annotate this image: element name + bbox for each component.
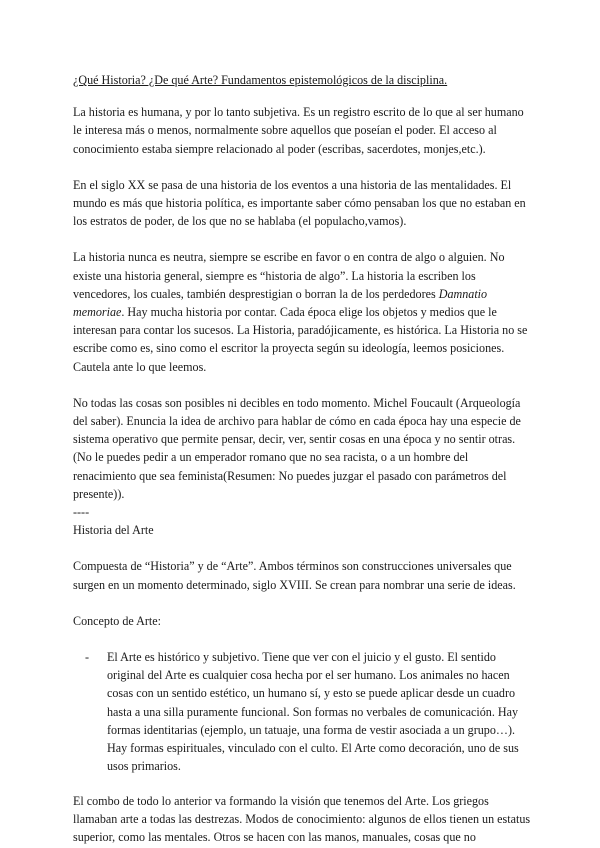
paragraph-twentieth-century: En el siglo XX se pasa de una historia de los eventos a una historia de las mentalidades. El mundo es más que historia política, es importante saber cómo pensaban los que no estaban en los estratos de poder, de los que no se hablaba (el populacho,vamos). bbox=[73, 177, 526, 229]
italic-term: Damnatio memoriae bbox=[73, 286, 488, 320]
paragraph-text: La historia nunca es neutra, siempre se escribe en favor o en contra de algo o alguien. No existe una historia general, siempre es “historia de algo”. La historia la escriben los vencedores, los cuales, también desprestigian o borran la de los perdedores bbox=[73, 250, 505, 301]
paragraph-history-not-neutral bbox=[73, 248, 534, 375]
bullet-list bbox=[73, 648, 534, 775]
paragraph-composed: Compuesta de “Historia” y de “Arte”. Ambos términos son construcciones universales que surgen en un momento determinado, siglo XVIII. Se crean para nombrar una serie de ideas. bbox=[73, 559, 516, 592]
section-heading: Historia del Arte bbox=[73, 523, 154, 538]
paragraph-text: . Hay mucha historia por contar. Cada época elige los objetos y medios que le interesan para contar los sucesos. La Historia, paradójicamente, es histórica. La Historia no se escribe como es, sino como el escritor la proyecta según su ideología, leemos posiciones. Cautela ante lo que leemos. bbox=[73, 305, 528, 374]
paragraph-greeks: El combo de todo lo anterior va formando la visión que tenemos del Arte. Los griegos llamaban arte a todas las destrezas. Modos de conocimiento: algunos de ellos tienen un estatus superior, como las mentales. Otros se hacen con las manos, manuales, cosas que no bbox=[73, 793, 531, 844]
separator-line: ---- bbox=[73, 505, 90, 520]
document-title: ¿Qué Historia? ¿De qué Arte? Fundamentos epistemológicos de la disciplina. bbox=[73, 73, 448, 87]
paragraph-foucault: No todas las cosas son posibles ni decibles en todo momento. Michel Foucault (Arqueología del saber). Enuncia la idea de archivo para hablar de cómo en cada época hay una especie de sistema operativo que permite pensar, decir, ver, sentir cosas en una época y no sentir otras. (No le puedes pedir a un emperador romano que no sea racista, o a un hombre del renacimiento que sea feminista(Resumen: No puedes juzgar el pasado con parámetros del presente)). bbox=[73, 395, 521, 501]
concept-heading: Concepto de Arte: bbox=[73, 613, 161, 628]
paragraph-history-human: La historia es humana, y por lo tanto subjetiva. Es un registro escrito de lo que al ser humano le interesa más o menos, normalmente sobre aquellos que poseían el poder. El acceso al conocimiento estaba siempre relacionado al poder (escribas, sacerdotes, monjes,etc.). bbox=[73, 105, 524, 156]
list-item: - El Arte es histórico y subjetivo. Tiene que ver con el juicio y el gusto. El sentido original del Arte es cualquier cosa hecha por el ser humano. Los animales no hacen cosas con un sentido estético, un humano sí, y esto se puede aplicar desde un cuadro hasta a una silla puramente funcional. Son formas no verbales de comunicación. Hay formas identitarias (ejemplo, un tatuaje, una forma de vestir asociada a un grupo…). Hay formas espirituales, vinculado con el culto. El Arte como decoración, uno de sus usos primarios. bbox=[107, 648, 534, 775]
